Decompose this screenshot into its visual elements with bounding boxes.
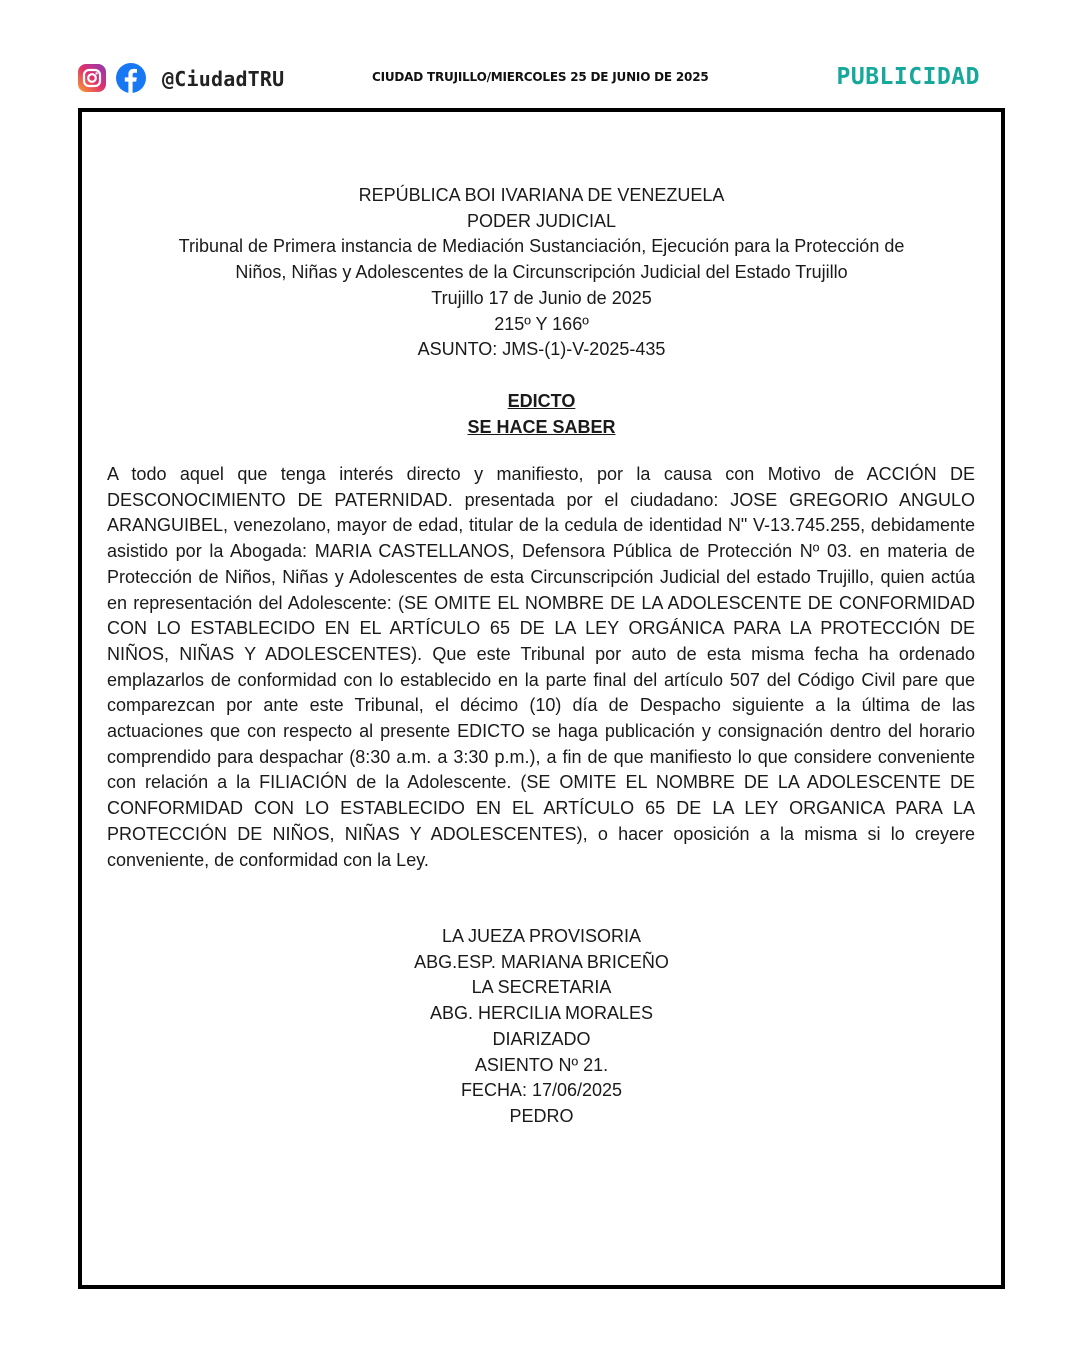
court-header bbox=[82, 183, 1001, 363]
header-line: PODER JUDICIAL bbox=[466, 210, 617, 231]
edict-frame bbox=[78, 108, 1005, 1289]
section-label: PUBLICIDAD bbox=[836, 64, 980, 90]
signature-line: FECHA: 17/06/2025 bbox=[460, 1080, 623, 1101]
signature-line: ABG. HERCILIA MORALES bbox=[429, 1003, 654, 1024]
header-line: Tribunal de Primera instancia de Mediación Sustanciación, Ejecución para la Protección de bbox=[178, 236, 905, 257]
facebook-icon[interactable] bbox=[116, 63, 146, 93]
signature-line: LA JUEZA PROVISORIA bbox=[441, 926, 642, 946]
signature-line: PEDRO bbox=[509, 1105, 574, 1126]
dateline: CIUDAD TRUJILLO/MIERCOLES 25 DE JUNIO DE 2025 bbox=[372, 70, 709, 84]
social-handle[interactable]: @CiudadTRU bbox=[162, 67, 285, 91]
signature-line: DIARIZADO bbox=[492, 1028, 591, 1049]
header-line: Trujillo 17 de Junio de 2025 bbox=[431, 287, 652, 308]
header-line: REPÚBLICA BOI IVARIANA DE VENEZUELA bbox=[358, 185, 725, 205]
edict-title: EDICTO bbox=[507, 391, 576, 411]
edict-body: A todo aquel que tenga interés directo y manifiesto, por la causa con Motivo de ACCIÓN DE DESCONOCIMIENTO DE PATERNIDAD. presentada por el ciudadano: JOSE GREGORIO ANGULO ARANGUIBEL, venezolano, mayor de edad, titular de la cedula de identidad N" V-13.745.255, debidamente asistido por la Abogada: MARIA CASTELLANOS, Defensora Pública de Protección Nº 03. en materia de Protección de Niños, Niñas y Adolescentes de esta Circunscripción Judicial del estado Trujillo, quien actúa en representación del Adolescente: (SE OMITE EL NOMBRE DE LA ADOLESCENTE DE CONFORMIDAD CON LO ESTABLECIDO EN EL ARTÍCULO 65 DE LA LEY ORGÁNICA PARA LA PROTECCIÓN DE NIÑOS, NIÑAS Y ADOLESCENTES). Que este Tribunal por auto de esta misma fecha ha ordenado emplazarlos de conformidad con lo establecido en la parte final del artículo 507 del Código Civil pare que comparezcan por ante este Tribunal, el décimo (10) día de Despacho siguiente a la última de las actuaciones que con respecto al presente EDICTO se haga publicación y consignación dentro del horario comprendido para despachar (8:30 a.m. a 3:30 p.m.), a fin de que manifiesto lo que considere conveniente con relación a la FILIACIÓN de la Adolescente. (SE OMITE EL NOMBRE DE LA ADOLESCENTE DE CONFORMIDAD CON LO ESTABLECIDO EN EL ARTÍCULO 65 DE LA LEY ORGANICA PARA LA PROTECCIÓN DE NIÑOS, NIÑAS Y ADOLESCENTES), o hacer oposición a la misma si lo creyere conveniente, de conformidad con la Ley. bbox=[107, 464, 975, 870]
signature-line: LA SECRETARIA bbox=[471, 977, 612, 998]
header-line: Niños, Niñas y Adolescentes de la Circunscripción Judicial del Estado Trujillo bbox=[235, 262, 848, 283]
signature-block bbox=[82, 924, 1001, 1130]
top-bar bbox=[0, 0, 1080, 105]
instagram-icon[interactable] bbox=[78, 64, 106, 92]
edict-titles bbox=[82, 388, 1001, 440]
header-line: ASUNTO: JMS-(1)-V-2025-435 bbox=[417, 339, 666, 360]
signature-line: ABG.ESP. MARIANA BRICEÑO bbox=[414, 951, 669, 972]
edict-subtitle: SE HACE SABER bbox=[467, 417, 616, 437]
signature-line: ASIENTO Nº 21. bbox=[474, 1054, 609, 1075]
header-line: 215º Y 166º bbox=[494, 313, 589, 334]
